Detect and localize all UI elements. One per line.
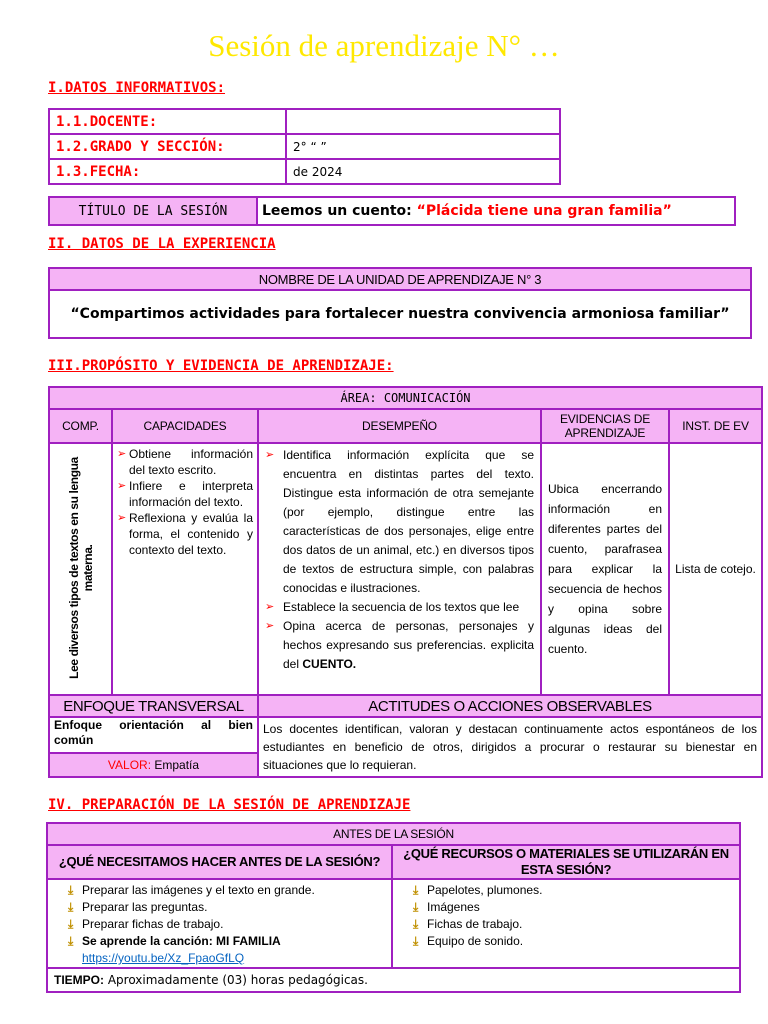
proposito-table <box>48 386 763 778</box>
header-capacidades: CAPACIDADES <box>112 409 258 443</box>
valor-value: Empatía <box>154 758 200 773</box>
recursos-cell <box>392 879 740 968</box>
table-row <box>49 268 751 290</box>
table-row <box>49 197 735 225</box>
desempeno-text: Opina acerca de personas, personajes y hechos expresando sus preferencias. explicita del <box>283 619 534 671</box>
grado-value: 2° “ ” <box>286 134 560 159</box>
instrumento-cell: Lista de cotejo. <box>669 443 762 695</box>
question-hacer: ¿QUÉ NECESITAMOS HACER ANTES DE LA SESIÓN? <box>47 845 392 879</box>
table-row <box>47 968 740 992</box>
table-row <box>49 159 560 184</box>
titulo-label: TÍTULO DE LA SESIÓN <box>49 197 257 225</box>
hacer-cell <box>47 879 392 968</box>
list-item <box>68 933 387 967</box>
cancion-text: Se aprende la canción: MI FAMILIA <box>82 934 281 948</box>
list-item: ⤓ Preparar fichas de trabajo. <box>68 916 387 933</box>
fecha-label: 1.3.FECHA: <box>49 159 286 184</box>
list-item: ⤓ Imágenes <box>413 899 735 916</box>
section-datos-informativos: I.DATOS INFORMATIVOS: <box>48 80 226 96</box>
table-row <box>49 717 762 753</box>
header-comp: COMP. <box>49 409 112 443</box>
list-item: ⤓ Preparar las imágenes y el texto en grande. <box>68 882 387 899</box>
table-row <box>49 387 762 409</box>
titulo-name: “Plácida tiene una gran familia” <box>416 203 672 219</box>
table-row <box>49 443 762 695</box>
section-preparacion: IV. PREPARACIÓN DE LA SESIÓN DE APRENDIZAJE <box>48 797 411 813</box>
docente-value <box>286 109 560 134</box>
list-item: ➢ Infiere e interpreta información del texto. <box>117 478 253 510</box>
table-row <box>49 134 560 159</box>
list-item: ⤓ Equipo de sonido. <box>413 933 735 950</box>
tiempo-label: TIEMPO: <box>54 973 104 987</box>
list-item: ⤓ Papelotes, plumones. <box>413 882 735 899</box>
evidencia-cell: Ubica encerrando información en diferentes partes del cuento, parafrasea para explicar la secuencia de hechos y opina sobre algunas ideas del cuento. <box>541 443 669 695</box>
desempeno-cell <box>258 443 541 695</box>
list-item: ➢ Establece la secuencia de los textos que lee <box>265 598 534 617</box>
preparacion-table <box>46 822 741 993</box>
header-evidencias: EVIDENCIAS DE APRENDIZAJE <box>541 409 669 443</box>
antes-header: ANTES DE LA SESIÓN <box>47 823 740 845</box>
table-row <box>47 823 740 845</box>
header-instrumento: INST. DE EV <box>669 409 762 443</box>
cancion-link[interactable]: https://youtu.be/Xz_FpaoGfLQ <box>82 951 245 965</box>
actitudes-header: ACTITUDES O ACCIONES OBSERVABLES <box>258 695 762 717</box>
grado-label: 1.2.GRADO Y SECCIÓN: <box>49 134 286 159</box>
actitudes-text: Los docentes identifican, valoran y destacan continuamente actos espontáneos de los estudiantes en beneficio de otros, dirigidos a procurar o restaurar su bienestar en situaciones que lo requieran. <box>258 717 762 777</box>
enfoque-header: ENFOQUE TRANSVERSAL <box>49 695 258 717</box>
competencia-cell <box>49 443 112 695</box>
table-row <box>49 109 560 134</box>
experiencia-table <box>48 267 752 339</box>
list-item: ⤓ Preparar las preguntas. <box>68 899 387 916</box>
list-item: ➢ Identifica información explícita que se encuentra en distintas partes del texto. Distingue esta información de otra semejante (por ejemplo, distingue entre las características de dos personajes, elige entre dos datos de un animal, etc.) en diversos tipos de textos de estructura simple, con palabras conocidas e ilustraciones. <box>265 446 534 598</box>
valor-cell <box>49 753 258 777</box>
list-item <box>265 617 534 674</box>
table-row <box>49 290 751 338</box>
capacidades-cell <box>112 443 258 695</box>
enfoque-name: Enfoque orientación al bien común <box>49 717 258 753</box>
tiempo-cell <box>47 968 740 992</box>
area-header: ÁREA: COMUNICACIÓN <box>49 387 762 409</box>
header-desempeno: DESEMPEÑO <box>258 409 541 443</box>
titulo-sesion-table <box>48 196 736 226</box>
titulo-prefix: Leemos un cuento: <box>262 203 412 219</box>
competencia-text: Lee diversos tipos de textos en su lengua materna. <box>66 456 95 679</box>
list-item: ⤓ Fichas de trabajo. <box>413 916 735 933</box>
docente-label: 1.1.DOCENTE: <box>49 109 286 134</box>
unidad-name: “Compartimos actividades para fortalecer nuestra convivencia armoniosa familiar” <box>49 290 751 338</box>
datos-informativos-table <box>48 108 561 185</box>
titulo-value <box>257 197 735 225</box>
section-proposito: III.PROPÓSITO Y EVIDENCIA DE APRENDIZAJE: <box>48 358 394 374</box>
table-row <box>47 879 740 968</box>
page-title: Sesión de aprendizaje N° … <box>208 28 560 63</box>
desempeno-bold: CUENTO. <box>302 657 357 671</box>
table-row <box>49 695 762 717</box>
unidad-label: NOMBRE DE LA UNIDAD DE APRENDIZAJE N° 3 <box>49 268 751 290</box>
table-row <box>49 409 762 443</box>
tiempo-value: Aproximadamente (03) horas pedagógicas. <box>107 973 368 987</box>
question-recursos: ¿QUÉ RECURSOS O MATERIALES SE UTILIZARÁN EN ESTA SESIÓN? <box>392 845 740 879</box>
table-row <box>47 845 740 879</box>
fecha-value: de 2024 <box>286 159 560 184</box>
valor-label: VALOR: <box>107 758 152 773</box>
section-datos-experiencia: II. DATOS DE LA EXPERIENCIA <box>48 236 276 252</box>
list-item: ➢ Obtiene información del texto escrito. <box>117 446 253 478</box>
list-item: ➢ Reflexiona y evalúa la forma, el contenido y contexto del texto. <box>117 510 253 558</box>
